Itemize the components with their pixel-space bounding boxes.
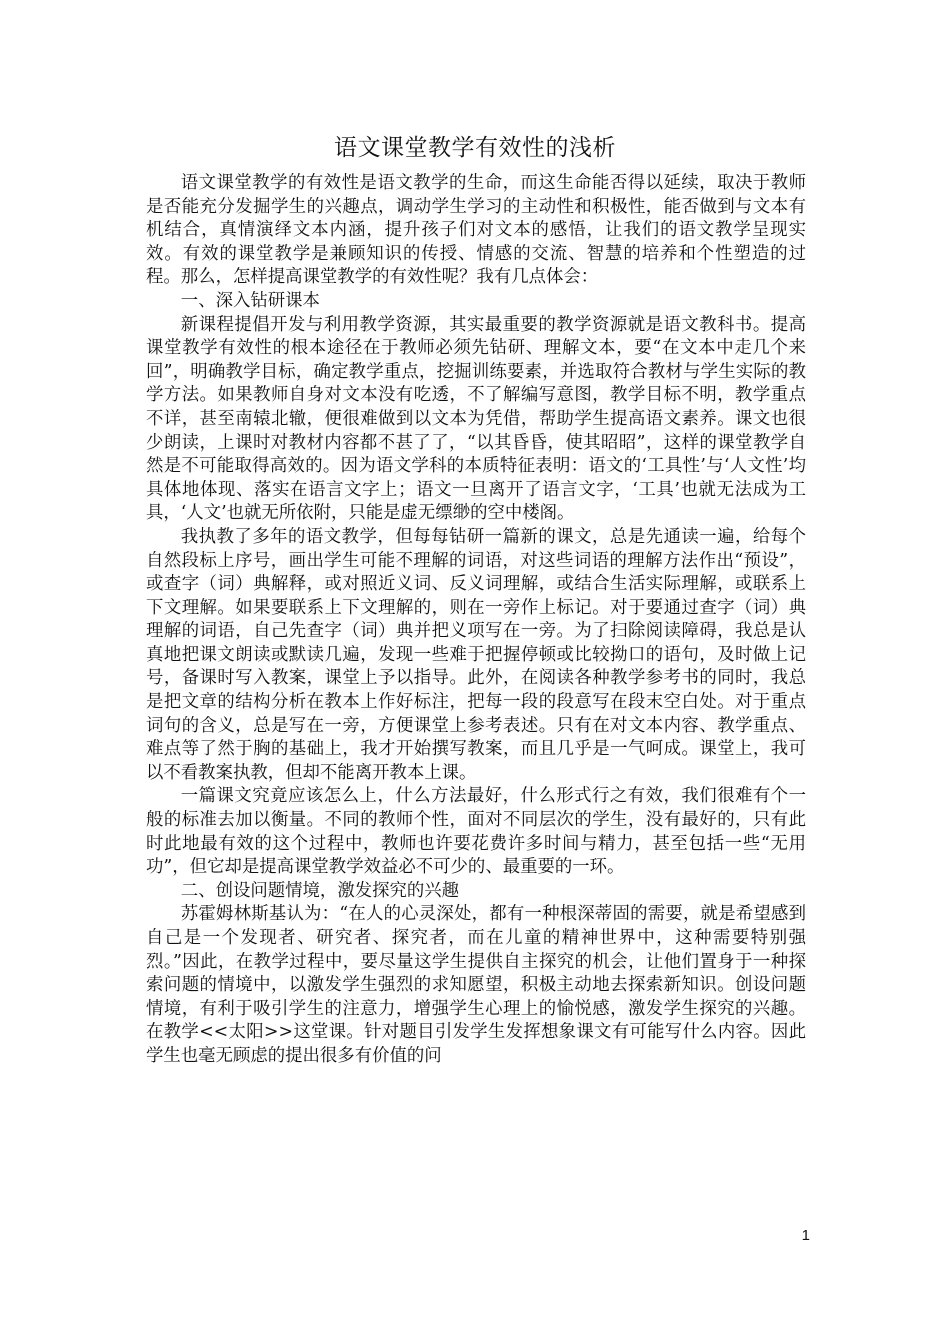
- section-heading-2: 二、创设问题情境，激发探究的兴趣: [180, 880, 460, 901]
- body-paragraph: 一篇课文究竟应该怎么上，什么方法最好，什么形式行之有效，我们很难有个一般的标准去加以衡量。不同的教师个性，面对不同层次的学生，没有最好的，只有此时此地最有效的这个过程中，教师也许要花费许多时间与精力，甚至包括一些“无用功”，但它却是提高课堂教学效益必不可少的、最重要的一环。: [146, 786, 806, 878]
- page-number: 1: [801, 1227, 810, 1244]
- document-body: [146, 172, 806, 1069]
- section-heading-1: 一、深入钻研课本: [180, 290, 320, 311]
- document-title: 语文课堂教学有效性的浅析: [334, 135, 616, 161]
- body-paragraph: 苏霍姆林斯基认为：“在人的心灵深处，都有一种根深蒂固的需要，就是希望感到自己是一个发现者、研究者、探究者，而在儿童的精神世界中，这种需要特别强烈。”因此，在教学过程中，要尽量这学生提供自主探究的机会，让他们置身于一种探索问题的情境中，以激发学生强烈的求知愿望，积极主动地去探索新知识。创设问题情境，有利于吸引学生的注意力，增强学生心理上的愉悦感，激发学生探究的兴趣。在教学<<太阳>>这堂课。针对题目引发学生发挥想象课文有可能写什么内容。因此学生也毫无顾虑的提出很多有价值的问: [146, 904, 806, 1066]
- body-paragraph: 新课程提倡开发与利用教学资源，其实最重要的教学资源就是语文教科书。提高课堂教学有效性的根本途径在于教师必须先钻研、理解文本，要“在文本中走几个来回”，明确教学目标，确定教学重点，挖掘训练要素，并选取符合教材与学生实际的教学方法。如果教师自身对文本没有吃透，不了解编写意图，教学目标不明，教学重点不详，甚至南辕北辙，便很难做到以文本为凭借，帮助学生提高语文素养。课文也很少朗读，上课时对教材内容都不甚了了，“以其昏昏，使其昭昭”，这样的课堂教学自然是不可能取得高效的。因为语文学科的本质特征表明：语文的‘工具性’与‘人文性’均具体地体现、落实在语言文字上；语文一旦离开了语言文字，‘工具’也就无法成为工具，‘人文’也就无所依附，只能是虚无缥缈的空中楼阁。: [146, 314, 806, 524]
- intro-paragraph: 语文课堂教学的有效性是语文教学的生命，而这生命能否得以延续，取决于教师是否能充分发掘学生的兴趣点，调动学生学习的主动性和积极性，能否做到与文本有机结合，真情演绎文本内涵，提升孩子们对文本的感悟，让我们的语文教学呈现实效。有效的课堂教学是兼顾知识的传授、情感的交流、智慧的培养和个性塑造的过程。那么，怎样提高课堂教学的有效性呢？我有几点体会：: [146, 173, 806, 288]
- body-paragraph: 我执教了多年的语文教学，但每每钻研一篇新的课文，总是先通读一遍，给每个自然段标上序号，画出学生可能不理解的词语，对这些词语的理解方法作出“预设”，或查字（词）典解释，或对照近义词、反义词理解，或结合生活实际理解，或联系上下文理解。如果要联系上下文理解的，则在一旁作上标记。对于要通过查字（词）典理解的词语，自己先查字（词）典并把义项写在一旁。为了扫除阅读障碍，我总是认真地把课文朗读或默读几遍，发现一些难于把握停顿或比较拗口的语句，及时做上记号，备课时写入教案，课堂上予以指导。此外，在阅读各种教学参考书的同时，我总是把文章的结构分析在教本上作好标注，把每一段的段意写在段末空白处。对于重点词句的含义，总是写在一旁，方便课堂上参考表述。只有在对文本内容、教学重点、难点等了然于胸的基础上，我才开始撰写教案，而且几乎是一气呵成。课堂上，我可以不看教案执教，但却不能离开教本上课。: [146, 526, 806, 783]
